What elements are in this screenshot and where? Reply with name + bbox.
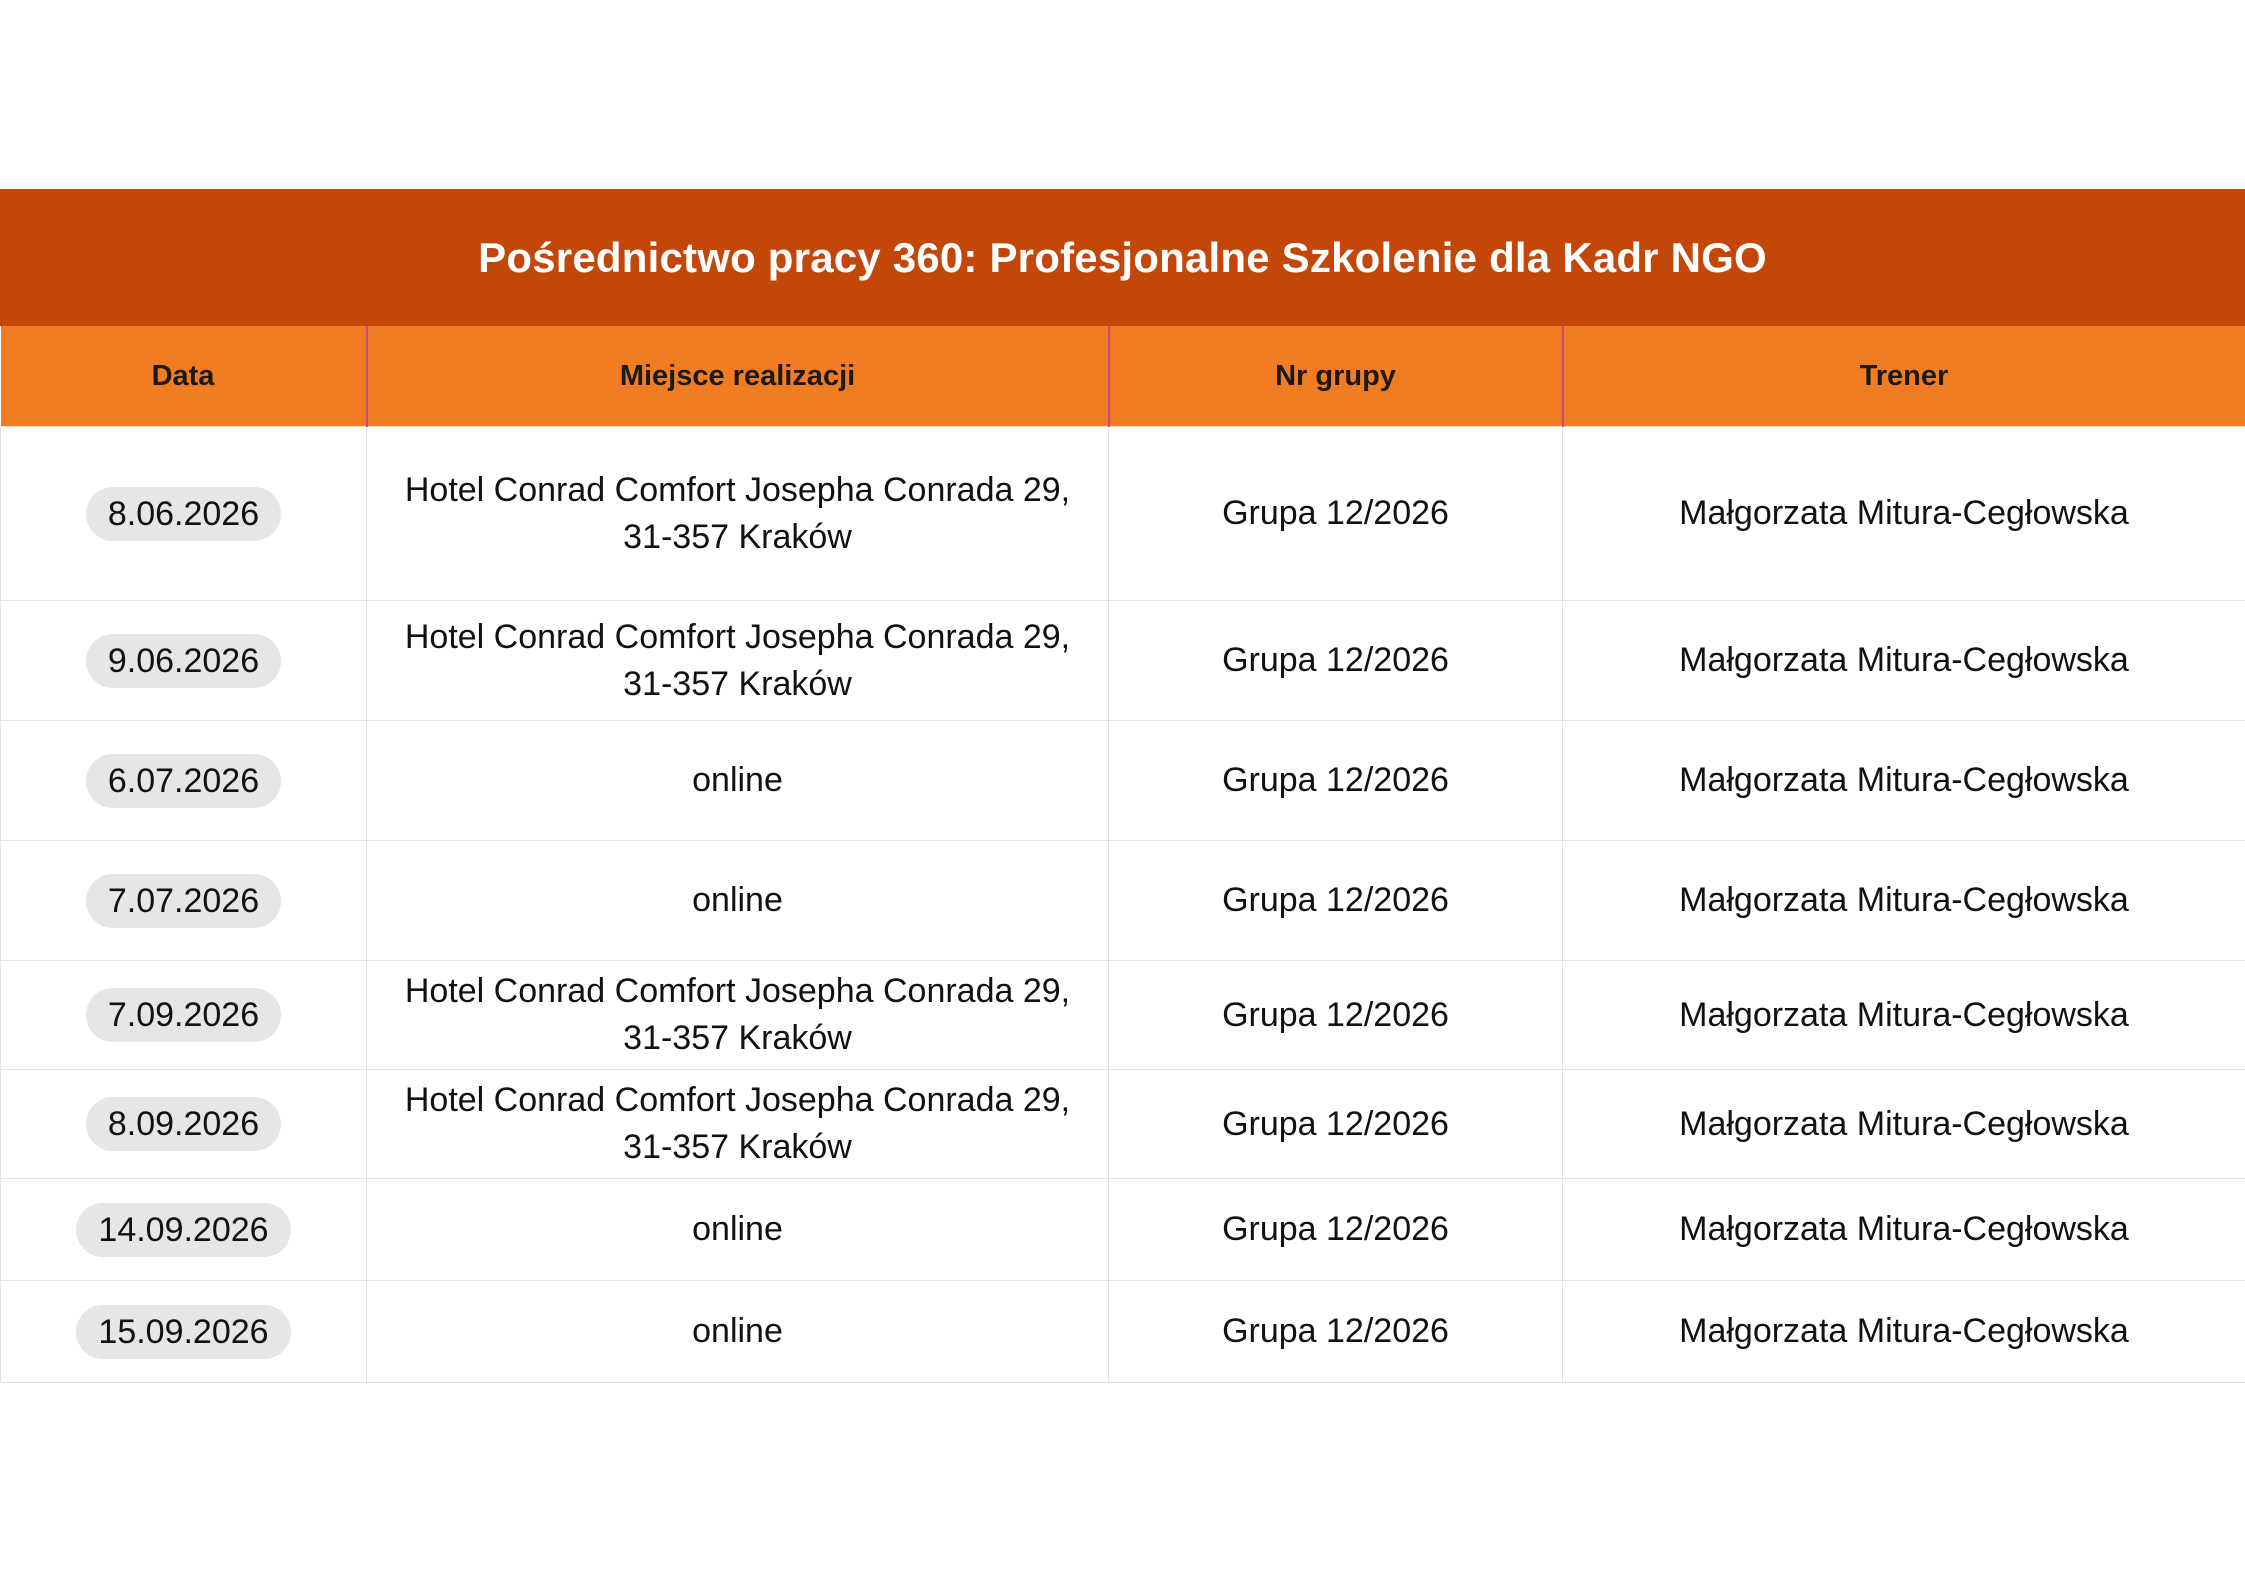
date-badge: 9.06.2026 — [86, 634, 281, 688]
date-cell — [1, 1179, 367, 1281]
place-cell — [367, 601, 1109, 721]
place-cell — [367, 1070, 1109, 1179]
place-cell — [367, 1179, 1109, 1281]
place-line-1: online — [692, 761, 783, 799]
place-line-1: Hotel Conrad Comfort Josepha Conrada 29, — [404, 972, 1071, 1010]
column-header-group: Nr grupy — [1109, 326, 1563, 427]
group-cell: Grupa 12/2026 — [1109, 1179, 1563, 1281]
date-badge: 6.07.2026 — [86, 754, 281, 808]
schedule-table — [0, 326, 2245, 1383]
table-row — [1, 1281, 2245, 1383]
trainer-cell: Małgorzata Mitura-Cegłowska — [1563, 1070, 2245, 1179]
place-line-2: 31-357 Kraków — [623, 517, 852, 556]
place-cell — [367, 427, 1109, 601]
trainer-cell: Małgorzata Mitura-Cegłowska — [1563, 841, 2245, 961]
date-cell — [1, 427, 367, 601]
group-cell: Grupa 12/2026 — [1109, 961, 1563, 1070]
date-badge: 8.09.2026 — [86, 1097, 281, 1151]
table-row — [1, 961, 2245, 1070]
group-cell: Grupa 12/2026 — [1109, 1281, 1563, 1383]
table-row — [1, 1179, 2245, 1281]
trainer-cell: Małgorzata Mitura-Cegłowska — [1563, 427, 2245, 601]
date-badge: 7.07.2026 — [86, 874, 281, 928]
place-line-1: Hotel Conrad Comfort Josepha Conrada 29, — [404, 1081, 1071, 1119]
column-header-trainer: Trener — [1563, 326, 2245, 427]
date-cell — [1, 841, 367, 961]
place-cell — [367, 1281, 1109, 1383]
table-body — [1, 427, 2245, 1383]
schedule-table-container — [0, 189, 2245, 1383]
place-line-1: Hotel Conrad Comfort Josepha Conrada 29, — [404, 470, 1071, 509]
group-cell: Grupa 12/2026 — [1109, 841, 1563, 961]
place-line-2: 31-357 Kraków — [623, 1128, 852, 1166]
date-cell — [1, 961, 367, 1070]
group-cell: Grupa 12/2026 — [1109, 427, 1563, 601]
trainer-cell: Małgorzata Mitura-Cegłowska — [1563, 601, 2245, 721]
date-cell — [1, 601, 367, 721]
date-cell — [1, 1281, 367, 1383]
place-line-2: 31-357 Kraków — [623, 1019, 852, 1057]
date-badge: 7.09.2026 — [86, 988, 281, 1042]
header-row — [1, 326, 2245, 427]
place-line-1: Hotel Conrad Comfort Josepha Conrada 29, — [404, 617, 1071, 656]
column-header-date: Data — [1, 326, 367, 427]
place-line-1: online — [692, 1210, 783, 1248]
date-badge: 15.09.2026 — [76, 1305, 290, 1359]
trainer-cell: Małgorzata Mitura-Cegłowska — [1563, 1281, 2245, 1383]
table-title: Pośrednictwo pracy 360: Profesjonalne Szkolenie dla Kadr NGO — [0, 189, 2245, 326]
table-row — [1, 841, 2245, 961]
table-row — [1, 1070, 2245, 1179]
trainer-cell: Małgorzata Mitura-Cegłowska — [1563, 1179, 2245, 1281]
place-cell — [367, 841, 1109, 961]
place-line-1: online — [692, 1312, 783, 1350]
date-cell — [1, 1070, 367, 1179]
group-cell: Grupa 12/2026 — [1109, 601, 1563, 721]
trainer-cell: Małgorzata Mitura-Cegłowska — [1563, 961, 2245, 1070]
table-row — [1, 601, 2245, 721]
group-cell: Grupa 12/2026 — [1109, 1070, 1563, 1179]
place-cell — [367, 721, 1109, 841]
place-line-1: online — [692, 881, 783, 919]
table-row — [1, 427, 2245, 601]
date-badge: 14.09.2026 — [76, 1203, 290, 1257]
group-cell: Grupa 12/2026 — [1109, 721, 1563, 841]
trainer-cell: Małgorzata Mitura-Cegłowska — [1563, 721, 2245, 841]
table-row — [1, 721, 2245, 841]
date-cell — [1, 721, 367, 841]
place-cell — [367, 961, 1109, 1070]
date-badge: 8.06.2026 — [86, 487, 281, 541]
column-header-place: Miejsce realizacji — [367, 326, 1109, 427]
place-line-2: 31-357 Kraków — [623, 664, 852, 703]
